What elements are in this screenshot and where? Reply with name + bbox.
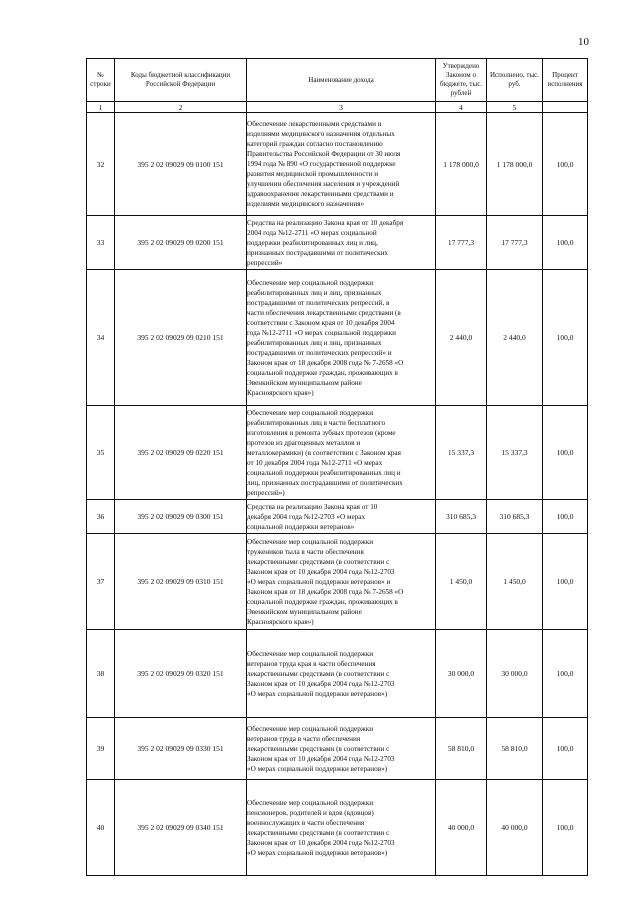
- header-row: [87, 59, 588, 102]
- column-number-row: [87, 102, 588, 113]
- row-number: 37: [87, 534, 115, 630]
- row-percent: 100,0: [543, 780, 588, 876]
- row-percent: 100,0: [543, 113, 588, 216]
- row-approved: 58 810,0: [436, 718, 487, 780]
- row-code: 395 2 02 09029 09 0310 151: [115, 534, 247, 630]
- row-number: 40: [87, 780, 115, 876]
- row-name-text: Обеспечение мер социальной поддержки ветеранов труда края в части обеспечения лекарственными средствами (в соответствии с Законом края от 10 декабря 2004 года №12-2703 «О мерах социальной поддержки ветеранов»): [247, 649, 395, 698]
- column-number: 1: [87, 102, 115, 113]
- row-name-text: Средства на реализацию Закона края от 10 декабря 2004 года №12-2703 «О мерах социальной поддержки ветеранов»: [247, 502, 378, 531]
- row-name-text: Средства на реализацию Закона края от 10 декабря 2004 года №12-2711 «О мерах социальной поддержки реабилитированных лиц и лиц, признанных пострадавшими от политических репрессий»: [247, 218, 404, 267]
- row-number: 33: [87, 216, 115, 270]
- row-percent: 100,0: [543, 718, 588, 780]
- column-number: 4: [436, 102, 487, 113]
- header-code: Коды бюджетной классификации Российской Федерации: [115, 59, 247, 102]
- row-code: 395 2 02 09029 09 0220 151: [115, 406, 247, 500]
- row-code: 395 2 02 09029 09 0320 151: [115, 630, 247, 718]
- header-executed: Исполнено, тыс. руб.: [487, 59, 543, 102]
- table-row: [87, 270, 588, 406]
- table-row: [87, 780, 588, 876]
- row-name: [247, 500, 436, 534]
- column-number: 5: [487, 102, 543, 113]
- row-executed: 1 178 000,0: [487, 113, 543, 216]
- column-number: [543, 102, 588, 113]
- row-executed: 310 685,3: [487, 500, 543, 534]
- table-row: [87, 406, 588, 500]
- row-name: [247, 718, 436, 780]
- row-number: 38: [87, 630, 115, 718]
- row-approved: 15 337,3: [436, 406, 487, 500]
- row-number: 36: [87, 500, 115, 534]
- row-approved: 310 685,3: [436, 500, 487, 534]
- table-row: [87, 113, 588, 216]
- row-percent: 100,0: [543, 216, 588, 270]
- row-code: 395 2 02 09029 09 0330 151: [115, 718, 247, 780]
- row-percent: 100,0: [543, 406, 588, 500]
- row-name: [247, 780, 436, 876]
- row-percent: 100,0: [543, 500, 588, 534]
- table-row: [87, 534, 588, 630]
- row-number: 39: [87, 718, 115, 780]
- row-name-text: Обеспечение мер социальной поддержки пенсионеров, родителей и вдов (вдовцов) военнослужащих в части обеспечения лекарственными средствами (в соответствии с Законом края от 10 декабря 2004 года №12-2703 «О мерах социальной поддержки ветеранов»): [247, 798, 395, 857]
- row-number: 34: [87, 270, 115, 406]
- row-number: 32: [87, 113, 115, 216]
- column-number: 2: [115, 102, 247, 113]
- row-percent: 100,0: [543, 270, 588, 406]
- row-name: [247, 534, 436, 630]
- row-name: [247, 113, 436, 216]
- table-row: [87, 500, 588, 534]
- table-row: [87, 630, 588, 718]
- row-executed: 2 440,0: [487, 270, 543, 406]
- row-name-text: Обеспечение мер социальной поддержки ветеранов труда в части обеспечения лекарственными средствами (в соответствии с Законом края от 10 декабря 2004 года №12-2703 «О мерах социальной поддержки ветеранов»): [247, 724, 395, 773]
- header-num: № строки: [87, 59, 115, 102]
- row-code: 395 2 02 09029 09 0210 151: [115, 270, 247, 406]
- row-name: [247, 406, 436, 500]
- row-approved: 2 440,0: [436, 270, 487, 406]
- row-name: [247, 216, 436, 270]
- row-executed: 17 777,3: [487, 216, 543, 270]
- header-name: Наименование дохода: [247, 59, 436, 102]
- row-name: [247, 270, 436, 406]
- row-executed: 58 810,0: [487, 718, 543, 780]
- row-number: 35: [87, 406, 115, 500]
- table-row: [87, 216, 588, 270]
- row-executed: 40 000,0: [487, 780, 543, 876]
- row-code: 395 2 02 09029 09 0300 151: [115, 500, 247, 534]
- row-executed: 1 450,0: [487, 534, 543, 630]
- row-executed: 30 000,0: [487, 630, 543, 718]
- table-row: [87, 718, 588, 780]
- row-name-text: Обеспечение лекарственными средствами и изделиями медицинского назначения отдельных категорий граждан согласно постановлению Правительства Российской Федерации от 30 июля 1994 года № 890 «О государственной поддержке развития медицинской промышленности и улучшении обеспечения населения и учреждений здравоохранения лекарственными средствами и изделиями медицинского назначения»: [247, 120, 401, 208]
- header-percent: Процент исполнения: [543, 59, 588, 102]
- row-approved: 1 178 000,0: [436, 113, 487, 216]
- row-percent: 100,0: [543, 534, 588, 630]
- row-code: 395 2 02 09029 09 0200 151: [115, 216, 247, 270]
- row-approved: 30 000,0: [436, 630, 487, 718]
- budget-table: [86, 58, 588, 876]
- row-code: 395 2 02 09029 09 0340 151: [115, 780, 247, 876]
- row-code: 395 2 02 09029 09 0100 151: [115, 113, 247, 216]
- row-approved: 1 450,0: [436, 534, 487, 630]
- row-approved: 17 777,3: [436, 216, 487, 270]
- column-number: 3: [247, 102, 436, 113]
- row-executed: 15 337,3: [487, 406, 543, 500]
- page-number: 10: [578, 36, 589, 48]
- row-name-text: Обеспечение мер социальной поддержки реабилитированных лиц в части бесплатного изготовления и ремонта зубных протезов (кроме протезов из драгоценных металлов и металлокерамики) (в соответствии с Законом края от 10 декабря 2004 года №12-2711 «О мерах социальной поддержки реабилитированных лиц и лиц, признанных пострадавшими от политических репрессий»): [247, 408, 403, 497]
- row-name-text: Обеспечение мер социальной поддержки тружеников тыла в части обеспечения лекарственными средствами (в соответствии с Законом края от 10 декабря 2004 года №12-2703 «О мерах социальной поддержки ветеранов» и Законом края от 18 декабря 2008 года № 7-2658 «О социальной поддержке граждан, проживающих в Эвенкийском муниципальном районе Красноярского края»): [247, 537, 404, 626]
- row-approved: 40 000,0: [436, 780, 487, 876]
- header-approved: Утверждено Законом о бюджете, тыс. рублей: [436, 59, 487, 102]
- row-name-text: Обеспечение мер социальной поддержки реабилитированных лиц и лиц, признанных пострадавшими от политических репрессий, в части обеспечения лекарственными средствами (в соответствии с Законом края от 10 декабря 2004 года №12-2711 «О мерах социальной поддержки реабилитированных лиц и лиц, признанных пострадавшими от политических репрессий» и Законом края от 18 декабря 2008 года № 7-2658 «О социальной поддержке граждан, проживающих в Эвенкийском муниципальном районе Красноярского края»): [247, 278, 404, 397]
- row-name: [247, 630, 436, 718]
- row-percent: 100,0: [543, 630, 588, 718]
